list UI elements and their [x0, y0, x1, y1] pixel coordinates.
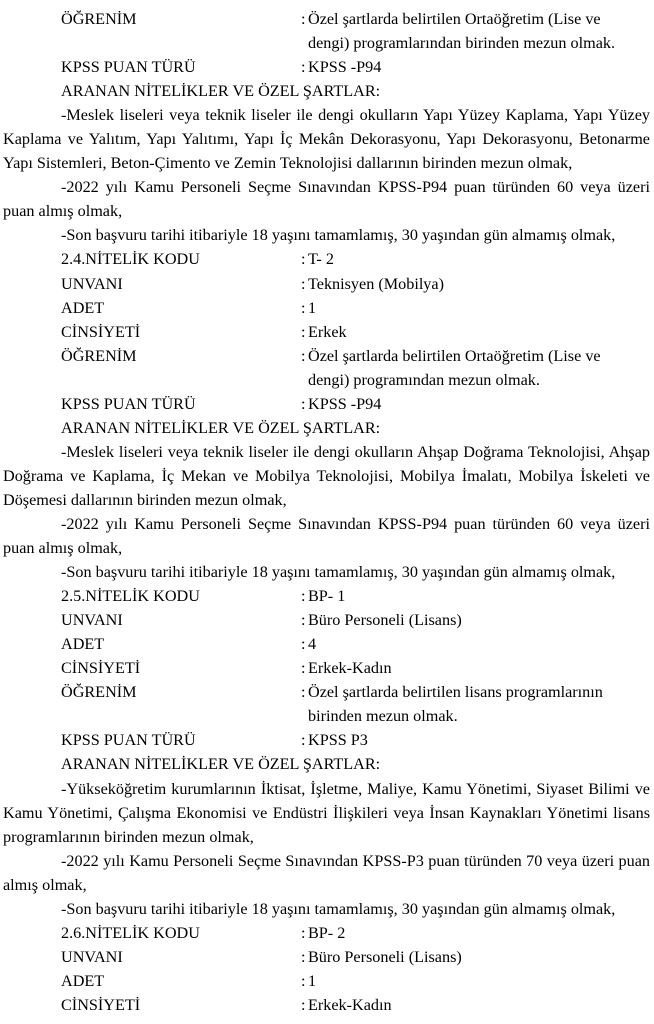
paragraph [3, 560, 650, 584]
paragraph-line: -Son başvuru tarihi itibariyle 18 yaşını tamamlamış, 30 yaşından gün almamış olmak, [61, 899, 616, 918]
field-value [301, 728, 650, 752]
field-value [301, 320, 650, 344]
field-value [301, 584, 650, 608]
paragraph [3, 777, 650, 849]
field-row [3, 680, 650, 728]
field-value-line: birinden mezun olmak. [308, 707, 458, 726]
field-label: ÖĞRENİM [61, 10, 137, 28]
field-value [301, 247, 650, 271]
field-value-line: : KPSS P3 [308, 731, 368, 750]
paragraph [3, 849, 650, 897]
paragraph-line: almış olmak, [3, 875, 87, 894]
field-row [3, 728, 650, 752]
field-row [3, 272, 650, 296]
paragraph-line: puan almış olmak, [3, 202, 123, 221]
field-row [3, 344, 650, 392]
paragraph-line: -Yükseköğretim kurumlarının İktisat, İşletme, Maliye, Kamu Yönetimi, Siyaset Bilimi ve [61, 779, 650, 798]
field-label: UNVANI [61, 611, 123, 630]
paragraph-line: Döşemesi dallarının birinden mezun olmak, [3, 490, 287, 509]
paragraph [3, 103, 650, 175]
field-label: 2.6.NİTELİK KODU [61, 923, 200, 942]
field-label: CİNSİYETİ [61, 322, 141, 341]
field-value-line: : 4 [308, 635, 317, 654]
field-label: CİNSİYETİ [61, 995, 141, 1014]
field-value [301, 392, 650, 416]
field-value [301, 608, 650, 632]
field-value [301, 344, 650, 392]
field-row [3, 247, 650, 271]
field-row [3, 632, 650, 656]
paragraph-line: Yapı Sistemleri, Beton-Çimento ve Zemin Teknolojisi dallarının birinden mezun olmak, [3, 154, 573, 173]
paragraph [3, 897, 650, 921]
field-value-line: : Büro Personeli (Lisans) [308, 611, 462, 630]
field-label: 2.4.NİTELİK KODU [61, 250, 200, 269]
field-value [301, 680, 650, 728]
field-row [3, 608, 650, 632]
field-row [3, 7, 650, 55]
paragraph-line: puan almış olmak, [3, 539, 123, 558]
field-label: ADET [61, 298, 105, 317]
field-label: ÖĞRENİM [61, 346, 137, 365]
field-value [301, 969, 650, 993]
section-heading: ARANAN NİTELİKLER VE ÖZEL ŞARTLAR: [61, 418, 381, 437]
field-label: 2.5.NİTELİK KODU [61, 587, 200, 606]
field-value-line: dengi) programlarından birinden mezun olmak. [308, 34, 616, 53]
field-label: KPSS PUAN TÜRÜ [61, 394, 196, 413]
field-value [301, 296, 650, 320]
paragraph [3, 440, 650, 512]
section-heading: ARANAN NİTELİKLER VE ÖZEL ŞARTLAR: [61, 755, 381, 774]
paragraph [3, 175, 650, 223]
paragraph-line: -Son başvuru tarihi itibariyle 18 yaşını tamamlamış, 30 yaşından gün almamış olmak, [61, 226, 616, 245]
field-label: UNVANI [61, 947, 123, 966]
paragraph [3, 223, 650, 247]
field-label: KPSS PUAN TÜRÜ [61, 58, 196, 77]
field-label: CİNSİYETİ [61, 659, 141, 678]
field-row [3, 921, 650, 945]
field-value [301, 632, 650, 656]
field-row [3, 969, 650, 993]
section-heading: ARANAN NİTELİKLER VE ÖZEL ŞARTLAR: [61, 82, 381, 101]
field-value [301, 945, 650, 969]
paragraph-line: -2022 yılı Kamu Personeli Seçme Sınavından KPSS-P94 puan türünden 60 veya üzeri [61, 178, 650, 197]
field-value-line: : BP- 2 [308, 923, 346, 942]
field-row [3, 993, 650, 1017]
field-label: ÖĞRENİM [61, 683, 137, 702]
paragraph [3, 512, 650, 560]
paragraph-line: Kaplama ve Yalıtım, Yapı Yalıtımı, Yapı İç Mekân Dekorasyonu, Yapı Dekorasyonu, Betonarme [3, 130, 650, 149]
paragraph-line: -2022 yılı Kamu Personeli Seçme Sınavından KPSS-P94 puan türünden 60 veya üzeri [61, 514, 650, 533]
field-label: ADET [61, 971, 105, 990]
field-label: UNVANI [61, 274, 123, 293]
field-value-line: : Büro Personeli (Lisans) [308, 947, 462, 966]
paragraph-line: programlarının birinden mezun olmak, [3, 827, 254, 846]
field-value [301, 55, 650, 79]
field-row [3, 55, 650, 79]
field-row [3, 320, 650, 344]
field-label: ADET [61, 635, 105, 654]
paragraph-line: -2022 yılı Kamu Personeli Seçme Sınavından KPSS-P3 puan türünden 70 veya üzeri puan [61, 851, 650, 870]
field-value-line: : Erkek [308, 322, 347, 341]
field-value-line: dengi) programından mezun olmak. [308, 370, 540, 389]
field-value-line: : Erkek-Kadın [308, 995, 392, 1014]
field-value-line: : Teknisyen (Mobilya) [308, 274, 444, 293]
field-value-line: : Özel şartlarda belirtilen lisans programlarının [308, 683, 603, 702]
field-value [301, 921, 650, 945]
field-value [301, 272, 650, 296]
field-value-line: : KPSS -P94 [308, 394, 382, 413]
field-value-line: : BP- 1 [308, 587, 346, 606]
field-value [301, 993, 650, 1017]
field-value-line: : KPSS -P94 [308, 58, 382, 77]
paragraph-line: -Son başvuru tarihi itibariyle 18 yaşını tamamlamış, 30 yaşından gün almamış olmak, [61, 563, 616, 582]
field-value-line: : 1 [308, 971, 317, 990]
field-value-line: : Erkek-Kadın [308, 659, 392, 678]
field-value-line: : T- 2 [308, 250, 334, 269]
field-value-line: : 1 [308, 298, 317, 317]
field-row [3, 296, 650, 320]
field-value-line: : Özel şartlarda belirtilen Ortaöğretim (Lise ve [308, 10, 601, 28]
paragraph-line: -Meslek liseleri veya teknik liseler ile dengi okulların Ahşap Doğrama Teknolojisi, Ahşap [61, 442, 650, 461]
document-content [3, 7, 650, 1017]
paragraph-line: -Meslek liseleri veya teknik liseler ile dengi okulların Yapı Yüzey Kaplama, Yapı Yüzey [61, 106, 650, 125]
field-value [301, 656, 650, 680]
field-value [301, 7, 650, 55]
paragraph-line: Kamu Yönetimi, Çalışma Ekonomisi ve Endüstri İlişkileri veya İnsan Kaynakları Yönetimi lisans [3, 803, 650, 822]
field-row [3, 584, 650, 608]
field-value-line: : Özel şartlarda belirtilen Ortaöğretim (Lise ve [308, 346, 601, 365]
field-label: KPSS PUAN TÜRÜ [61, 731, 196, 750]
paragraph-line: Doğrama ve Kaplama, İç Mekan ve Mobilya Teknolojisi, Mobilya İmalatı, Mobilya İskeleti ve [3, 466, 650, 485]
field-row [3, 656, 650, 680]
field-row [3, 945, 650, 969]
field-row [3, 392, 650, 416]
